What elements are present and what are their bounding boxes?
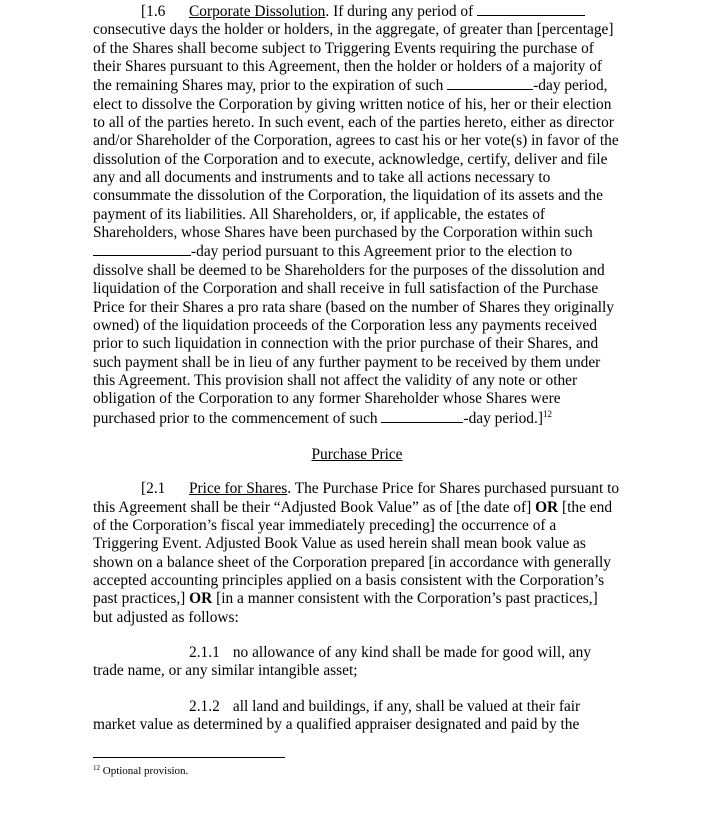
section-number: [2.1 bbox=[141, 480, 166, 498]
section-title: Price for Shares bbox=[189, 480, 288, 498]
section-title: Corporate Dissolution bbox=[189, 3, 326, 20]
footnote-separator bbox=[93, 757, 285, 758]
footnote-text: Optional provision. bbox=[102, 765, 189, 777]
section-2-1-paragraph: [2.1 Price for Shares. The Purchase Price for Shares purchased pursuant to this Agreement shall be their “Adjusted Book Value” as of [the date of] OR [the end of the Corporation’s fiscal year immediately preceding] the occurrence of a Triggering Event. Adjusted Book Value as used herein shall mean book value as shown on a balance sheet of the Corporation prepared [in accordance with generally accepted accounting principles applied on a basis consistent with the Corporation’s past practices,] OR [in a manner consistent with the Corporation’s past practices,] but adjusted as follows: bbox=[93, 480, 620, 626]
footnote bbox=[93, 765, 188, 777]
section-2-1-2-paragraph: 2.1.2 all land and buildings, if any, shall be valued at their fair market value as determined by a qualified appraiser designated and paid by the bbox=[93, 697, 581, 734]
blank-field bbox=[477, 2, 585, 16]
section-number: 2.1.2 bbox=[189, 697, 220, 715]
section-number: 2.1.1 bbox=[189, 644, 220, 661]
blank-field bbox=[381, 409, 463, 423]
footnote-number: 12 bbox=[93, 764, 100, 772]
section-1-6-paragraph: [1.6 Corporate Dissolution. If during any period of consecutive days the holder or holders, in the aggregate, of greater than [percentage] of the Shares shall become subject to Triggering Events requiring the purchase of their Shares pursuant to this Agreement, then the holder or holders of a majority of the remaining Shares may, prior to the expiration of such -day period, elect to dissolve the Corporation by giving written notice of his, her or their election to all of the parties hereto. In such event, each of the parties hereto, either as director and/or Shareholder of the Corporation, agrees to cast his or her vote(s) in favor of the dissolution of the Corporation and to execute, acknowledge, certify, deliver and file any and all documents and instruments and to take all actions necessary to consummate the dissolution of the Corporation, the liquidation of its assets and the payment of its liabilities. All Shareholders, or, if applicable, the estates of Shareholders, whose Shares have been purchased by the Corporation within such -day period pursuant to this Agreement prior to the election to dissolve shall be deemed to be Shareholders for the purposes of the dissolution and liquidation of the Corporation and shall receive in full satisfaction of the Purchase Price for their Shares a pro rata share (based on the number of Shares they originally owned) of the liquidation proceeds of the Corporation less any payments received prior to such liquidation in connection with the prior purchase of their Shares, and such payment shall be in lieu of any further payment to be received by them under this Agreement. This provision shall not affect the validity of any note or other obligation of the Corporation to any former Shareholder whose Shares were purchased prior to the commencement of such -day period.]$^{12}$ bbox=[93, 3, 619, 427]
section-number: [1.6 bbox=[141, 3, 166, 20]
blank-field bbox=[93, 242, 191, 256]
section-2-1-1-paragraph: 2.1.1 no allowance of any kind shall be made for good will, any trade name, or any similar intangible asset; bbox=[93, 644, 592, 680]
purchase-price-heading: Purchase Price bbox=[311, 445, 403, 463]
blank-field bbox=[447, 76, 533, 90]
document-page bbox=[93, 2, 621, 734]
footnote-reference[interactable]: 12 bbox=[542, 408, 552, 419]
